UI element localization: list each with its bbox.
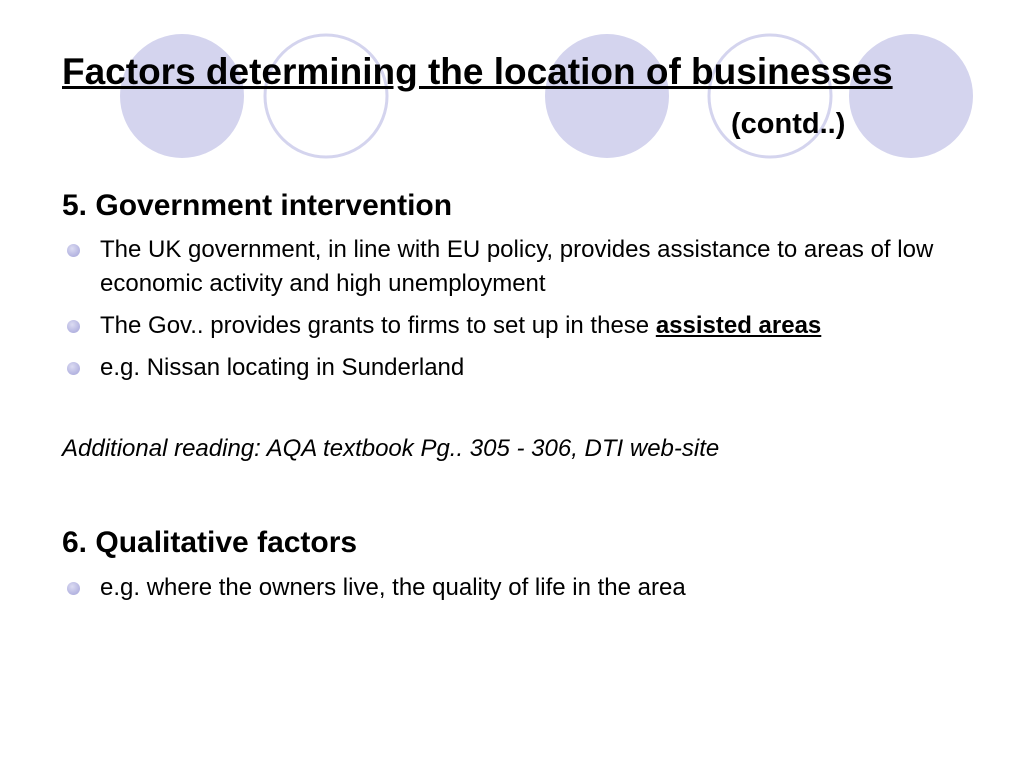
assisted-areas-emphasis: assisted areas	[655, 312, 822, 339]
bullet-item	[62, 351, 982, 385]
bullet-text: The Gov.. provides grants to firms to set up in these	[100, 312, 656, 339]
bullet-item	[62, 309, 982, 343]
bullet-text: e.g. where the owners live, the quality of life in the area	[100, 574, 686, 601]
bullet-dot-icon	[67, 244, 80, 257]
additional-reading: Additional reading: AQA textbook Pg.. 305 - 306, DTI web-site	[62, 435, 720, 462]
section-5-bullets	[62, 233, 982, 393]
bullet-dot-icon	[67, 362, 80, 375]
section-5-heading: 5. Government intervention	[62, 189, 453, 222]
slide-subtitle: (contd..)	[731, 108, 846, 140]
bullet-item	[62, 233, 982, 301]
section-6-heading: 6. Qualitative factors	[62, 526, 358, 559]
section-6-bullets	[62, 571, 982, 613]
bullet-dot-icon	[67, 582, 80, 595]
bullet-dot-icon	[67, 320, 80, 333]
bullet-text: e.g. Nissan locating in Sunderland	[100, 354, 465, 381]
bullet-item	[62, 571, 982, 605]
bullet-text: The UK government, in line with EU policy, provides assistance to areas of low economic activity and high unemployment	[100, 236, 934, 297]
slide-title: Factors determining the location of businesses	[62, 51, 893, 92]
